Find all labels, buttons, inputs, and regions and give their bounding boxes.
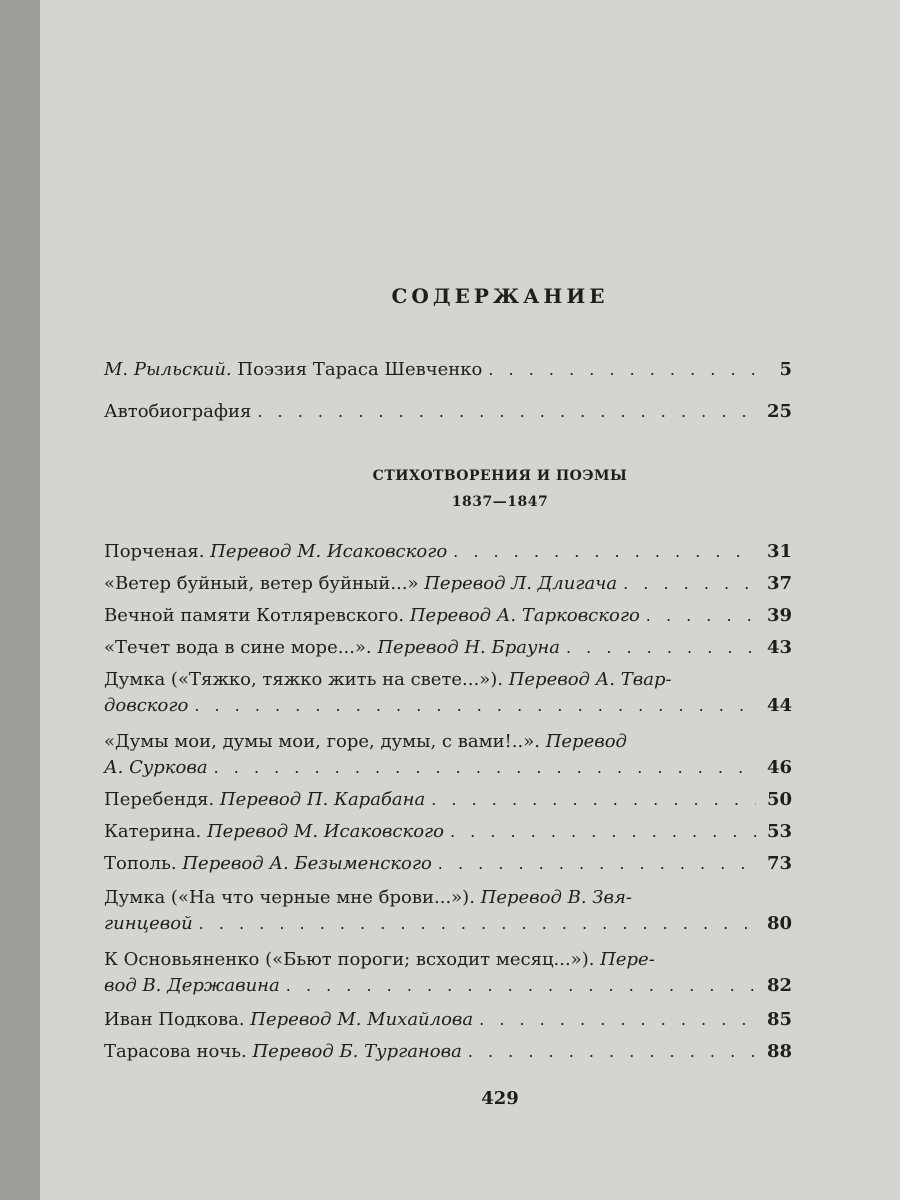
entry-translator: Перевод А. Твар- <box>508 669 672 690</box>
entry-title: Тарасова ночь. <box>104 1041 253 1062</box>
entry-translator: Пере- <box>600 949 655 970</box>
entry-translator: Перевод А. Безыменского <box>182 853 432 874</box>
dot-leader <box>286 972 756 1000</box>
entry-page: 73 <box>766 853 792 874</box>
entry-translator-cont: А. Суркова <box>104 757 208 778</box>
book-spine-edge <box>0 0 41 1200</box>
dot-leader <box>468 1038 756 1066</box>
entry-page: 43 <box>766 637 792 658</box>
entry-title: «Течет вода в сине море...». <box>104 637 378 658</box>
entry-translator-cont: вод В. Державина <box>104 975 280 996</box>
entry-page: 46 <box>766 757 792 778</box>
entry-title: Вечной памяти Котляревского. <box>104 605 410 626</box>
dot-leader <box>431 786 756 814</box>
entry-translator: Перевод Л. Длигача <box>424 573 618 594</box>
entry-title: Думка («Тяжко, тяжко жить на свете...»). <box>104 669 509 690</box>
toc-entry-line2 <box>104 972 792 1000</box>
entry-title: Порченая. <box>104 541 211 562</box>
toc-entry <box>104 602 792 630</box>
entry-translator: Перевод <box>545 731 627 752</box>
entry-title: Поэзия Тараса Шевченко <box>231 359 483 380</box>
entry-title: «Ветер буйный, ветер буйный...» <box>104 573 425 594</box>
entry-author: М. Рыльский. <box>104 359 232 380</box>
toc-entry <box>104 570 792 598</box>
dot-leader <box>194 692 756 720</box>
entry-title: Катерина. <box>104 821 207 842</box>
dot-leader <box>488 356 756 384</box>
entry-translator: Перевод М. Исаковского <box>210 541 448 562</box>
toc-entry <box>104 1006 792 1034</box>
toc-entry <box>104 818 792 846</box>
entry-page: 44 <box>766 695 792 716</box>
toc-entry-line1 <box>104 946 792 974</box>
entry-translator: Перевод М. Исаковского <box>206 821 444 842</box>
dot-leader <box>566 634 756 662</box>
entry-page: 25 <box>766 401 792 422</box>
toc-entry <box>104 850 792 878</box>
entry-translator-cont: гинцевой <box>104 913 193 934</box>
entry-page: 53 <box>766 821 792 842</box>
toc-entry <box>104 1038 792 1066</box>
toc-entry-line1 <box>104 728 792 756</box>
entry-translator: Перевод П. Карабана <box>219 789 426 810</box>
entry-page: 82 <box>766 975 792 996</box>
entry-title: Тополь. <box>104 853 183 874</box>
entry-page: 39 <box>766 605 792 626</box>
dot-leader <box>453 538 756 566</box>
entry-title: Думка («На что черные мне брови...»). <box>104 887 481 908</box>
toc-entry <box>104 538 792 566</box>
toc-entry <box>104 398 792 426</box>
page-number: 429 <box>481 1088 519 1109</box>
entry-title: К Основьяненко («Бьют пороги; всходит месяц...»). <box>104 949 601 970</box>
dot-leader <box>646 602 756 630</box>
dot-leader <box>257 398 756 426</box>
dot-leader <box>199 910 756 938</box>
book-page <box>40 0 900 1200</box>
section-years: 1837—1847 <box>451 494 549 510</box>
toc-entry-line2 <box>104 754 792 782</box>
entry-translator: Перевод В. Звя- <box>480 887 632 908</box>
entry-translator: Перевод М. Михайлова <box>250 1009 474 1030</box>
entry-page: 5 <box>779 359 792 380</box>
entry-page: 80 <box>766 913 792 934</box>
toc-entry-line2 <box>104 910 792 938</box>
entry-translator: Перевод А. Тарковского <box>409 605 640 626</box>
entry-title: Автобиография <box>104 401 252 422</box>
toc-entry-line1 <box>104 666 792 694</box>
toc-entry-line1 <box>104 884 792 912</box>
entry-page: 85 <box>766 1009 792 1030</box>
dot-leader <box>450 818 756 846</box>
entry-page: 88 <box>766 1041 792 1062</box>
toc-entry <box>104 634 792 662</box>
toc-entry <box>104 786 792 814</box>
entry-translator-cont: довского <box>104 695 189 716</box>
section-title: СТИХОТВОРЕНИЯ И ПОЭМЫ <box>372 468 628 484</box>
dot-leader <box>214 754 756 782</box>
entry-title: Иван Подкова. <box>104 1009 251 1030</box>
entry-page: 50 <box>766 789 792 810</box>
entry-title: «Думы мои, думы мои, горе, думы, с вами!..». <box>104 731 546 752</box>
entry-page: 31 <box>766 541 792 562</box>
dot-leader <box>438 850 756 878</box>
entry-translator: Перевод Б. Турганова <box>252 1041 462 1062</box>
dot-leader <box>479 1006 756 1034</box>
entry-page: 37 <box>766 573 792 594</box>
toc-entry <box>104 356 792 384</box>
dot-leader <box>623 570 756 598</box>
entry-translator: Перевод Н. Брауна <box>377 637 560 658</box>
toc-entry-line2 <box>104 692 792 720</box>
page-title: СОДЕРЖАНИЕ <box>391 284 609 308</box>
entry-title: Перебендя. <box>104 789 220 810</box>
